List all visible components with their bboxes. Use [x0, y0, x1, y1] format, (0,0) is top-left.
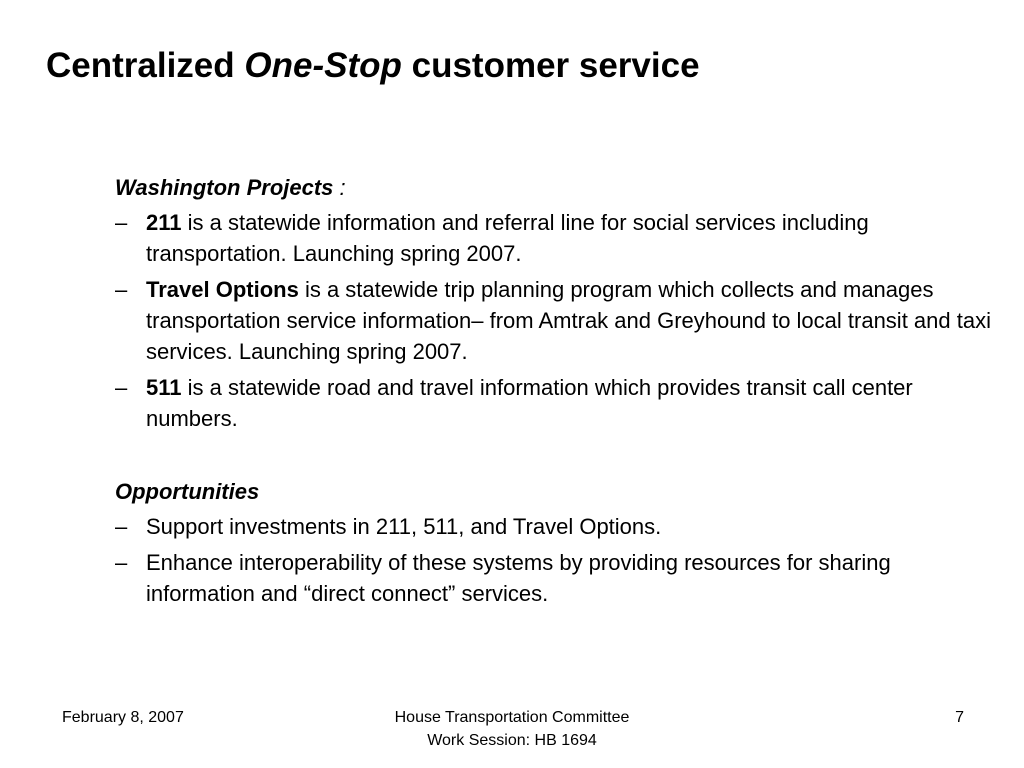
- opportunities-list: [115, 511, 995, 609]
- title-part-1: Centralized: [46, 46, 245, 85]
- footer-center: [312, 706, 712, 752]
- list-item: [115, 511, 995, 542]
- section-heading-washington-projects: [115, 171, 995, 204]
- bullet-bold-label: 211: [146, 210, 182, 235]
- section-spacer: [115, 439, 995, 475]
- bullet-dash: –: [115, 210, 128, 235]
- slide-content: [115, 171, 995, 614]
- section-heading-opportunities: Opportunities: [115, 479, 260, 504]
- bullet-dash: –: [115, 550, 128, 575]
- washington-projects-list: [115, 207, 995, 434]
- bullet-bold-label: Travel Options: [146, 277, 299, 302]
- title-emphasis: One-Stop: [244, 46, 402, 85]
- section-heading-text: Washington Projects: [115, 175, 334, 200]
- list-item: [115, 207, 995, 269]
- list-item: [115, 372, 995, 434]
- title-part-3: customer service: [401, 46, 700, 85]
- bullet-bold-label: 511: [146, 375, 182, 400]
- footer-session: Work Session: HB 1694: [427, 732, 597, 749]
- footer-committee: House Transportation Committee: [394, 709, 630, 726]
- bullet-dash: –: [115, 277, 128, 302]
- bullet-text: is a statewide trip planning program which collects and manages transportation service information– from Amtrak and Greyhound to local transit and taxi services. Launching spring 2007.: [146, 277, 991, 364]
- slide-title: [46, 42, 700, 90]
- bullet-dash: –: [115, 514, 128, 539]
- bullet-text: Support investments in 211, 511, and Travel Options.: [146, 514, 662, 539]
- bullet-dash: –: [115, 375, 128, 400]
- bullet-text: Enhance interoperability of these systems by providing resources for sharing information and “direct connect” services.: [146, 550, 891, 606]
- section-heading-colon: :: [333, 175, 346, 200]
- bullet-text: is a statewide information and referral line for social services including transportation. Launching spring 2007.: [146, 210, 869, 266]
- bullet-text: is a statewide road and travel information which provides transit call center numbers.: [146, 375, 913, 431]
- footer-date: February 8, 2007: [62, 709, 184, 726]
- list-item: [115, 274, 995, 367]
- page-number: 7: [955, 709, 964, 726]
- list-item: [115, 547, 995, 609]
